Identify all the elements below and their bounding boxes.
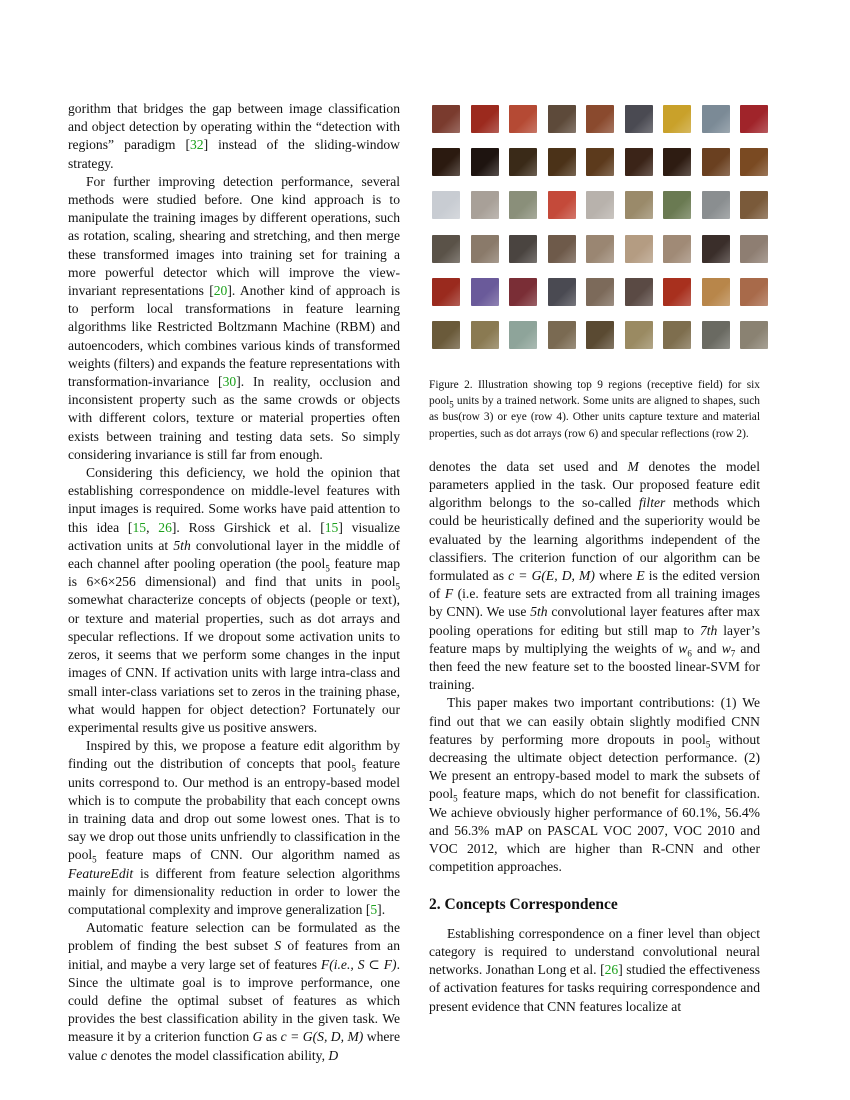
paragraph: [68, 919, 400, 1065]
receptive-field-thumbnail: [548, 321, 576, 349]
receptive-field-thumbnail: [586, 235, 614, 263]
right-column: [429, 100, 760, 1016]
receptive-field-thumbnail: [702, 191, 730, 219]
math: G: [252, 1029, 263, 1045]
receptive-field-thumbnail: [625, 278, 653, 306]
subscript: 5: [325, 563, 330, 574]
text: and then feed the new feature set to the boosted linear-SVM for training.: [429, 640, 760, 693]
citation-link[interactable]: 32: [189, 137, 204, 153]
text: Figure 2. Illustration showing top 9 regions (receptive field) for six pool: [429, 379, 760, 408]
receptive-field-thumbnail: [509, 191, 537, 219]
receptive-field-thumbnail: [702, 235, 730, 263]
text: (i.e. feature sets are extracted from all training images by CNN). We use: [429, 586, 760, 620]
math: c = G(E, D, M): [508, 568, 595, 584]
receptive-field-thumbnail: [740, 191, 768, 219]
citation-link[interactable]: 15: [132, 519, 147, 535]
text: feature maps, which do not benefit for classification. We achieve obviously higher performance of 60.1%, 56.4% and 56.3% mAP on PASCAL VOC 2007, VOC 2010 and VOC 2012, which are higher than R-CNN and other competition approaches.: [429, 786, 760, 875]
text: ] instead of the sliding-window strategy.: [68, 137, 400, 171]
text: convolutional layer features after max pooling operations for editing but still map to: [429, 604, 761, 638]
text: layer’s feature maps by multiplying the weights of: [429, 622, 760, 656]
math: 5th: [173, 537, 191, 553]
receptive-field-thumbnail: [509, 148, 537, 176]
math: D: [328, 1047, 339, 1063]
text: where value: [68, 1029, 400, 1063]
receptive-field-thumbnail: [663, 191, 691, 219]
receptive-field-thumbnail: [471, 235, 499, 263]
receptive-field-thumbnail: [548, 105, 576, 133]
math: F: [444, 586, 454, 602]
text: of features from an initial, and maybe a very large set of features: [68, 938, 400, 972]
math: 5th: [530, 604, 548, 620]
text: This paper makes two important contributions: (1) We find out that we can easily obtain slightly modified CNN features by performing more dropouts in pool: [429, 695, 760, 747]
receptive-field-thumbnail: [586, 191, 614, 219]
receptive-field-thumbnail: [702, 321, 730, 349]
receptive-field-thumbnail: [586, 148, 614, 176]
subscript: 5: [449, 399, 454, 410]
text: ] studied the effectiveness of activation features for tasks requiring correspondence and present evidence that CNN features localize at: [429, 962, 760, 1014]
text: Establishing correspondence on a finer level than object category is required to understand convolutional neural networks. Jonathan Long et al. [: [429, 925, 760, 978]
subscript: 5: [705, 739, 711, 750]
receptive-field-thumbnail: [471, 105, 499, 133]
paragraph: [429, 694, 760, 876]
citation-link[interactable]: 26: [604, 962, 619, 978]
text: ]. In reality, occlusion and inconsistent property such as the same crowds or objects with different colors, texture or material properties often exists between training and testing data sets. So simply considering invariance is still far from enough.: [68, 374, 400, 462]
text: ]. Ross Girshick et al. [: [171, 519, 325, 535]
text: denotes the model classification ability,: [106, 1047, 329, 1063]
text: ]. Another kind of approach is to perform local transformations in feature learning algorithms like Restricted Boltzmann Machine (RBM) and autoencoders, which combines various kinds of transformed weights (filters) and expands the feature representations with transformation-invariance [: [68, 283, 400, 390]
receptive-field-thumbnail: [509, 321, 537, 349]
paragraph: [68, 737, 400, 919]
citation-link[interactable]: 5: [370, 901, 378, 917]
math: M: [627, 458, 639, 474]
receptive-field-thumbnail: [471, 278, 499, 306]
receptive-field-thumbnail: [625, 191, 653, 219]
text: methods which could be heuristically defined and the superiority would be evaluated by the learning algorithms independent of the classifiers. The criterion function of our algorithm can be formulated as: [429, 495, 760, 584]
paragraph: [429, 925, 760, 1016]
text: Automatic feature selection can be formulated as the problem of finding the best subset: [68, 920, 400, 954]
math: c: [100, 1047, 107, 1063]
text: feature map is 6×6×256 dimensional) and find that units in pool: [68, 556, 400, 590]
receptive-field-thumbnail: [471, 148, 499, 176]
citation-link[interactable]: 15: [324, 519, 339, 535]
receptive-field-thumbnail: [625, 105, 653, 133]
left-column: [68, 100, 400, 1065]
text: gorithm that bridges the gap between image classification and object detection by operating within the “detection with regions” paradigm [: [68, 101, 400, 153]
math: w: [721, 640, 731, 656]
receptive-field-thumbnail: [432, 321, 460, 349]
math: 7th: [699, 622, 718, 638]
receptive-field-thumbnail: [548, 235, 576, 263]
text: Inspired by this, we propose a feature edit algorithm by finding out the distribution of concepts that pool: [68, 738, 400, 772]
figure-caption: [429, 377, 760, 442]
receptive-field-thumbnail: [471, 321, 499, 349]
text: convolutional layer in the middle of each channel after pooling operation (the pool: [68, 537, 400, 572]
receptive-field-thumbnail: [702, 278, 730, 306]
receptive-field-thumbnail: [509, 278, 537, 306]
receptive-field-thumbnail: [663, 235, 691, 263]
text: ,: [146, 519, 159, 535]
citation-link[interactable]: 26: [158, 519, 172, 535]
receptive-field-thumbnail: [702, 148, 730, 176]
subscript: 5: [395, 582, 400, 592]
math: filter: [638, 495, 666, 511]
text: ] visualize activation units at: [68, 519, 401, 553]
text: somewhat characterize concepts of objects (people or text), or texture and material properties, such as dot arrays and specular reflections. If we dropout some activation units to zeros, it seems that we perform some changes in the input images of CNN. If activation units with large intra-class and small inter-class variations set to zeros in the training phase, what would happen for object detection? Fortunately our experimental results give us positive answers.: [68, 592, 400, 735]
subscript: 5: [92, 855, 97, 866]
paragraph: [68, 464, 400, 737]
text: is the edited version of: [429, 568, 760, 602]
receptive-field-thumbnail: [471, 191, 499, 219]
subscript: 6: [687, 648, 692, 659]
text: without decreasing the ultimate object detection performance. (2) We present an entropy-based model to mark the subsets of pool: [429, 731, 761, 802]
receptive-field-thumbnail: [740, 148, 768, 176]
text: and: [691, 640, 722, 656]
receptive-field-thumbnail: [740, 105, 768, 133]
receptive-field-thumbnail: [548, 191, 576, 219]
text: Considering this deficiency, we hold the opinion that establishing correspondence on middle-level features with input images is required. Some works have paid attention to this idea [: [68, 465, 400, 535]
subscript: 5: [351, 764, 356, 775]
receptive-field-thumbnail: [625, 148, 653, 176]
text: is different from feature selection algorithms mainly for dimensionality reduction in order to lower the computational complexity and improve generalization [: [68, 865, 400, 917]
text: feature maps of CNN. Our algorithm named as: [96, 847, 400, 863]
receptive-field-thumbnail: [432, 278, 460, 306]
figure-image-grid: [432, 105, 760, 373]
receptive-field-thumbnail: [432, 191, 460, 219]
receptive-field-thumbnail: [432, 235, 460, 263]
math: S: [274, 938, 282, 954]
text: . Since the ultimate goal is to improve performance, one could define the optimal subset of features as which provides the best classification ability in the given task. We measure it by a criterion function: [68, 956, 400, 1045]
text: denotes the model parameters applied in the task. Our proposed feature edit algorithm belongs to the so-called: [429, 458, 760, 511]
receptive-field-thumbnail: [663, 105, 691, 133]
receptive-field-thumbnail: [663, 321, 691, 349]
math: F(i.e., S ⊂ F): [320, 956, 397, 972]
receptive-field-thumbnail: [548, 278, 576, 306]
section-heading: 2. Concepts Correspondence: [429, 896, 618, 914]
receptive-field-thumbnail: [625, 321, 653, 349]
receptive-field-thumbnail: [509, 235, 537, 263]
receptive-field-thumbnail: [663, 278, 691, 306]
math: w: [678, 640, 688, 656]
receptive-field-thumbnail: [586, 278, 614, 306]
text: denotes the data set used and: [429, 458, 628, 474]
text: For further improving detection performance, several methods were studied before. One kind approach is to manipulate the training images by different operations, such as rotation, scaling, shearing and stretching, and then merge these transformed images into training set for training a more powerful detector which will improve the view-invariant representations [: [68, 173, 400, 299]
receptive-field-thumbnail: [509, 105, 537, 133]
receptive-field-thumbnail: [625, 235, 653, 263]
receptive-field-thumbnail: [740, 278, 768, 306]
receptive-field-thumbnail: [740, 321, 768, 349]
text: units by a trained network. Some units are aligned to shapes, such as bus(row 3) or eye (row 4). Other units capture texture and material properties, such as dot arrays (row 6) and specular reflections (row 2).: [429, 395, 760, 440]
receptive-field-thumbnail: [548, 148, 576, 176]
citation-link[interactable]: 30: [222, 374, 237, 390]
receptive-field-thumbnail: [740, 235, 768, 263]
receptive-field-thumbnail: [432, 148, 460, 176]
text: where: [594, 568, 637, 584]
text: ].: [377, 901, 386, 917]
paragraph: [429, 458, 760, 695]
receptive-field-thumbnail: [586, 321, 614, 349]
paragraph: [68, 100, 400, 173]
text: as: [262, 1029, 281, 1045]
receptive-field-thumbnail: [663, 148, 691, 176]
math: E: [636, 568, 645, 584]
receptive-field-thumbnail: [432, 105, 460, 133]
receptive-field-thumbnail: [586, 105, 614, 133]
math: FeatureEdit: [68, 865, 134, 881]
text: feature units correspond to. Our method is an entropy-based model which is to compute the probability that each concept owns in training data and drop out some lowest ones. That is to say we drop out those units unfriendly to classification in the pool: [68, 756, 400, 863]
receptive-field-thumbnail: [702, 105, 730, 133]
subscript: 7: [730, 648, 736, 659]
paragraph: [68, 173, 400, 464]
subscript: 5: [453, 794, 458, 805]
citation-link[interactable]: 20: [213, 283, 228, 299]
math: c = G(S, D, M): [280, 1029, 364, 1045]
